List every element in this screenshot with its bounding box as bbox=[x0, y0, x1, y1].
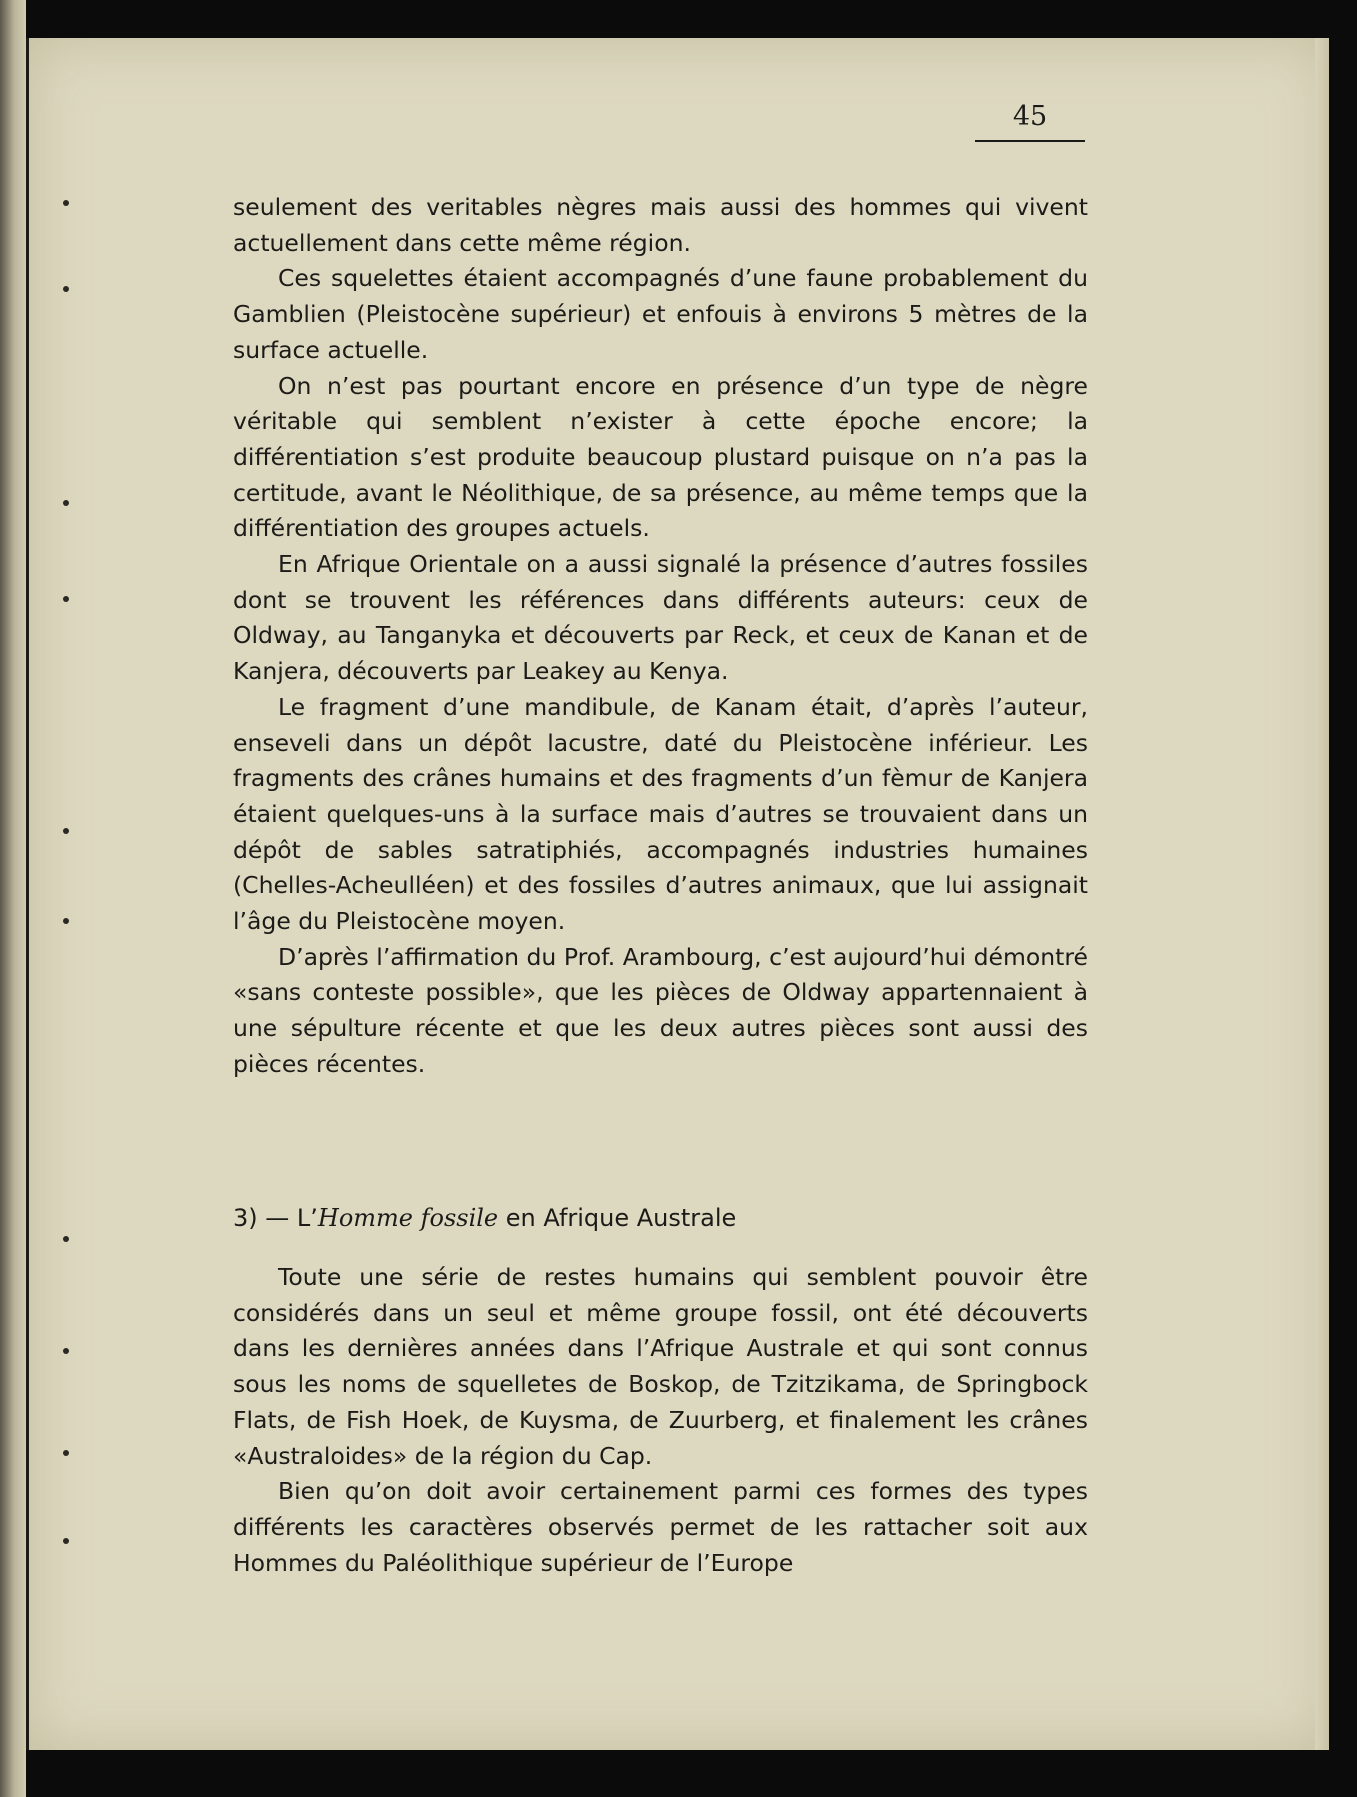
paragraph: Ces squelettes étaient accompagnés d’une faune probablement du Gamblien (Pleistocène supérieur) et enfouis à environs 5 mètres de la surface actuelle. bbox=[233, 264, 1088, 364]
margin-mark bbox=[63, 1450, 69, 1456]
section-number: 3) — L’ bbox=[233, 1204, 318, 1232]
paragraph: seulement des veritables nègres mais aussi des hommes qui vivent actuellement dans cette même région. bbox=[233, 193, 1088, 257]
margin-mark bbox=[63, 828, 69, 834]
paragraph: On n’est pas pourtant encore en présence d’un type de nègre véritable qui semblent n’exister à cette époche encore; la différentiation s’est produite beaucoup plustard puisque on n’a pas la certitude, avant le Néolithique, de sa présence, au même temps que la différentiation des groupes actuels. bbox=[233, 371, 1088, 543]
section-title-italic: Homme fossile bbox=[317, 1204, 499, 1232]
page-number: 45 bbox=[975, 94, 1085, 142]
margin-mark bbox=[63, 1348, 69, 1354]
margin-mark bbox=[63, 1538, 69, 1544]
margin-mark bbox=[63, 1236, 69, 1242]
section-body-text bbox=[233, 1260, 1088, 1581]
paragraph: D’après l’affirmation du Prof. Arambourg, c’est aujourd’hui démontré «sans conteste possible», que les pièces de Oldway appartennaient à une sépulture récente et que les deux autres pièces sont aussi des pièces récentes. bbox=[233, 942, 1088, 1078]
margin-mark bbox=[63, 200, 69, 206]
paragraph: Le fragment d’une mandibule, de Kanam était, d’après l’auteur, enseveli dans un dépôt lacustre, daté du Pleistocène inférieur. Les fragments des crânes humains et des fragments d’un fèmur de Kanjera étaient quelques-uns à la surface mais d’autres se trouvaient dans un dépôt de sables satratiphiés, accompagnés industries humaines (Chelles-Acheulléen) et des fossiles d’autres animaux, que lui assignait l’âge du Pleistocène moyen. bbox=[233, 692, 1088, 936]
body-text bbox=[233, 190, 1088, 1083]
margin-mark bbox=[63, 286, 69, 292]
paragraph: Bien qu’on doit avoir certainement parmi ces formes des types différents les caractères observés permet de les rattacher soit aux Hommes du Paléolithique supérieur de l’Europe bbox=[233, 1477, 1088, 1577]
margin-mark bbox=[63, 596, 69, 602]
sheet-edge bbox=[1315, 38, 1329, 1750]
section-heading bbox=[233, 1200, 1088, 1236]
margin-mark bbox=[63, 500, 69, 506]
paragraph: Toute une série de restes humains qui semblent pouvoir être considérés dans un seul et même groupe fossil, ont été découverts dans les dernières années dans l’Afrique Australe et qui sont connus sous les noms de squelletes de Boskop, de Tzitzikama, de Springbock Flats, de Fish Hoek, de Kuysma, de Zuurberg, et finalement les crânes «Australoides» de la région du Cap. bbox=[233, 1263, 1088, 1470]
margin-mark bbox=[63, 918, 69, 924]
section-title-rest: en Afrique Australe bbox=[498, 1204, 737, 1232]
facing-page-edge bbox=[0, 0, 26, 1797]
paragraph: En Afrique Orientale on a aussi signalé la présence d’autres fossiles dont se trouvent les références dans différents auteurs: ceux de Oldway, au Tanganyka et découverts par Reck, et ceux de Kanan et de Kanjera, découverts par Leakey au Kenya. bbox=[233, 550, 1088, 686]
